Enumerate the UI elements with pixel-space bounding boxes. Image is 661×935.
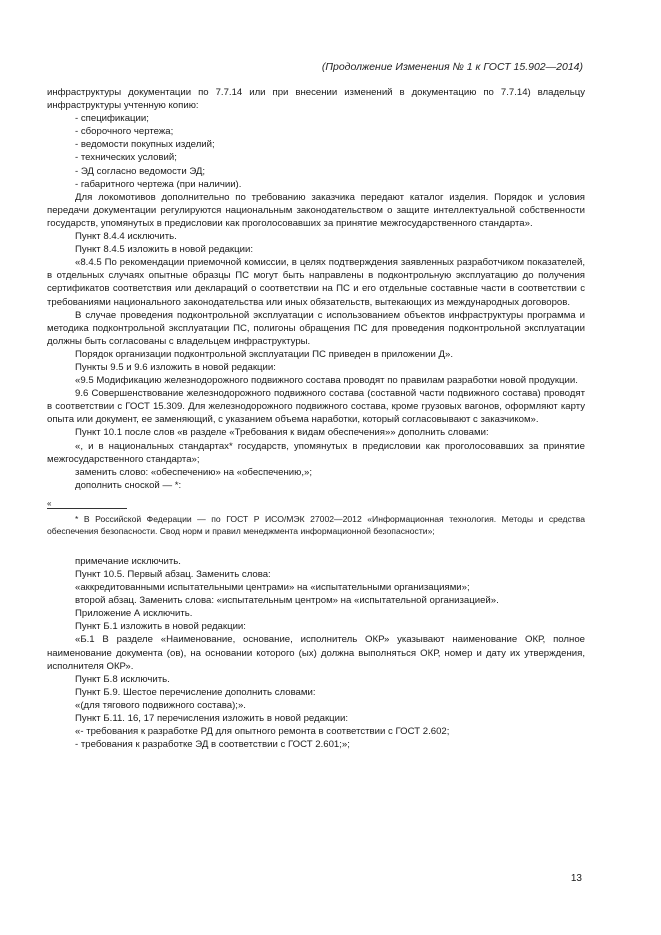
paragraph: Пункт 10.5. Первый абзац. Заменить слова: [75,569,271,580]
paragraph: «8.4.5 По рекомендации приемочной комиссии, в целях подтверждения заявленных разработчиком показателей, в отдельных случаях опытные образцы ПС могут быть направлены в подконтрольную эксплуатацию до получения сертификатов соответствия или деклараций о соответствии на ПС и его отдельные составные части в соответствии с требованиями национального законодательства или иных обязательств, вытекающих из международных договоров. [47,257,585,308]
paragraph: «, и в национальных стандартах* государств, упомянутых в предисловии как проголосовавших за принятие межгосударственного стандарта»; [47,440,585,465]
paragraph: дополнить сноской — *: [75,479,182,491]
paragraph: - спецификации; [75,113,149,125]
paragraph: Пункт Б.8 исключить. [75,673,170,685]
paragraph: - требования к разработке ЭД в соответствии с ГОСТ 2.601;»; [75,739,350,751]
footnote-open-quote: « [47,498,52,508]
top-text-block [47,86,585,492]
paragraph: - сборочного чертежа; [75,126,174,138]
paragraph: - ЭД согласно ведомости ЭД; [75,165,206,177]
paragraph: Приложение А исключить. [75,608,193,620]
footnote-text: * В Российской Федерации — по ГОСТ Р ИСО/МЭК 27002—2012 «Информационная технология. Методы и средства обеспечения безопасности. Свод норм и правил менеджмента информационной безопасности»; [47,513,585,536]
paragraph: инфраструктуры документации по 7.7.14 или при внесении изменений в документацию по 7.7.14) владельцу инфраструктуры учтенную копию: [47,87,585,112]
paragraph: Пункт 8.4.4 исключить. [75,231,177,243]
paragraph: Пункт Б.1 изложить в новой редакции: [75,621,246,633]
paragraph: Порядок организации подконтрольной эксплуатации ПС приведен в приложении Д». [75,348,453,360]
paragraph: - габаритного чертежа (при наличии). [75,178,242,190]
page-number: 13 [570,873,582,884]
paragraph: примечание исключить. [75,555,181,567]
paragraph: «- требования к разработке РД для опытного ремонта в соответствии с ГОСТ 2.602; [75,726,450,738]
paragraph: второй абзац. Заменить слова: «испытательным центром» на «испытательной организацией». [75,595,499,607]
paragraph: «Б.1 В разделе «Наименование, основание, исполнитель ОКР» указывают наименование ОКР, полное наименование документа (ов), на основании которого (ых) должна выполняться ОКР, номер и дату их утверждения, исполнителя ОКР». [47,634,585,672]
paragraph: В случае проведения подконтрольной эксплуатации с использованием объектов инфраструктуры программа и методика подконтрольной эксплуатации ПС, полигоны обращения ПС для проведения подконтрольной эксплуатации должны быть согласованы с владельцем инфраструктуры. [47,309,585,347]
paragraph: «(для тягового подвижного состава);». [75,699,246,711]
spacer [47,537,585,555]
paragraph: Для локомотивов дополнительно по требованию заказчика передают каталог изделия. Порядок и условия передачи документации регулируются национальным законодательством о защите интеллектуальной собственности государств, упомянутых в предисловии как проголосовавших за принятие межгосударственного стандарта». [47,191,585,229]
paragraph: Пункт Б.9. Шестое перечисление дополнить словами: [75,686,316,698]
paragraph: «аккредитованными испытательными центрами» на «испытательными организациями»; [75,582,470,594]
paragraph: Пункты 9.5 и 9.6 изложить в новой редакции: [75,361,276,373]
spacer [47,492,585,500]
paragraph: «9.5 Модификацию железнодорожного подвижного состава проводят по правилам разработки новой продукции. [75,375,578,387]
document-body [47,86,585,751]
paragraph: Пункт 10.1 после слов «в разделе «Требования к видам обеспечения»» дополнить словами: [75,427,489,439]
page-header: (Продолжение Изменения № 1 к ГОСТ 15.902—2014) [321,61,583,73]
paragraph: - ведомости покупных изделий; [75,139,215,151]
paragraph: - технических условий; [75,152,177,164]
paragraph: заменить слово: «обеспечению» на «обеспечению,»; [75,466,313,478]
paragraph: 9.6 Совершенствование железнодорожного подвижного состава (составной части подвижного состава) проводят в соответствии с ГОСТ 15.309. Для железнодорожного подвижного состава, кроме грузовых вагонов, оформляют карту опыта или документ, ее заменяющий, с указанием объема наработки, который согласовывают с заказчиком». [47,388,585,426]
footnote-separator [47,508,127,509]
paragraph: Пункт 8.4.5 изложить в новой редакции: [75,244,253,256]
paragraph: Пункт Б.11. 16, 17 перечисления изложить в новой редакции: [75,713,349,725]
bottom-text-block [47,555,585,751]
